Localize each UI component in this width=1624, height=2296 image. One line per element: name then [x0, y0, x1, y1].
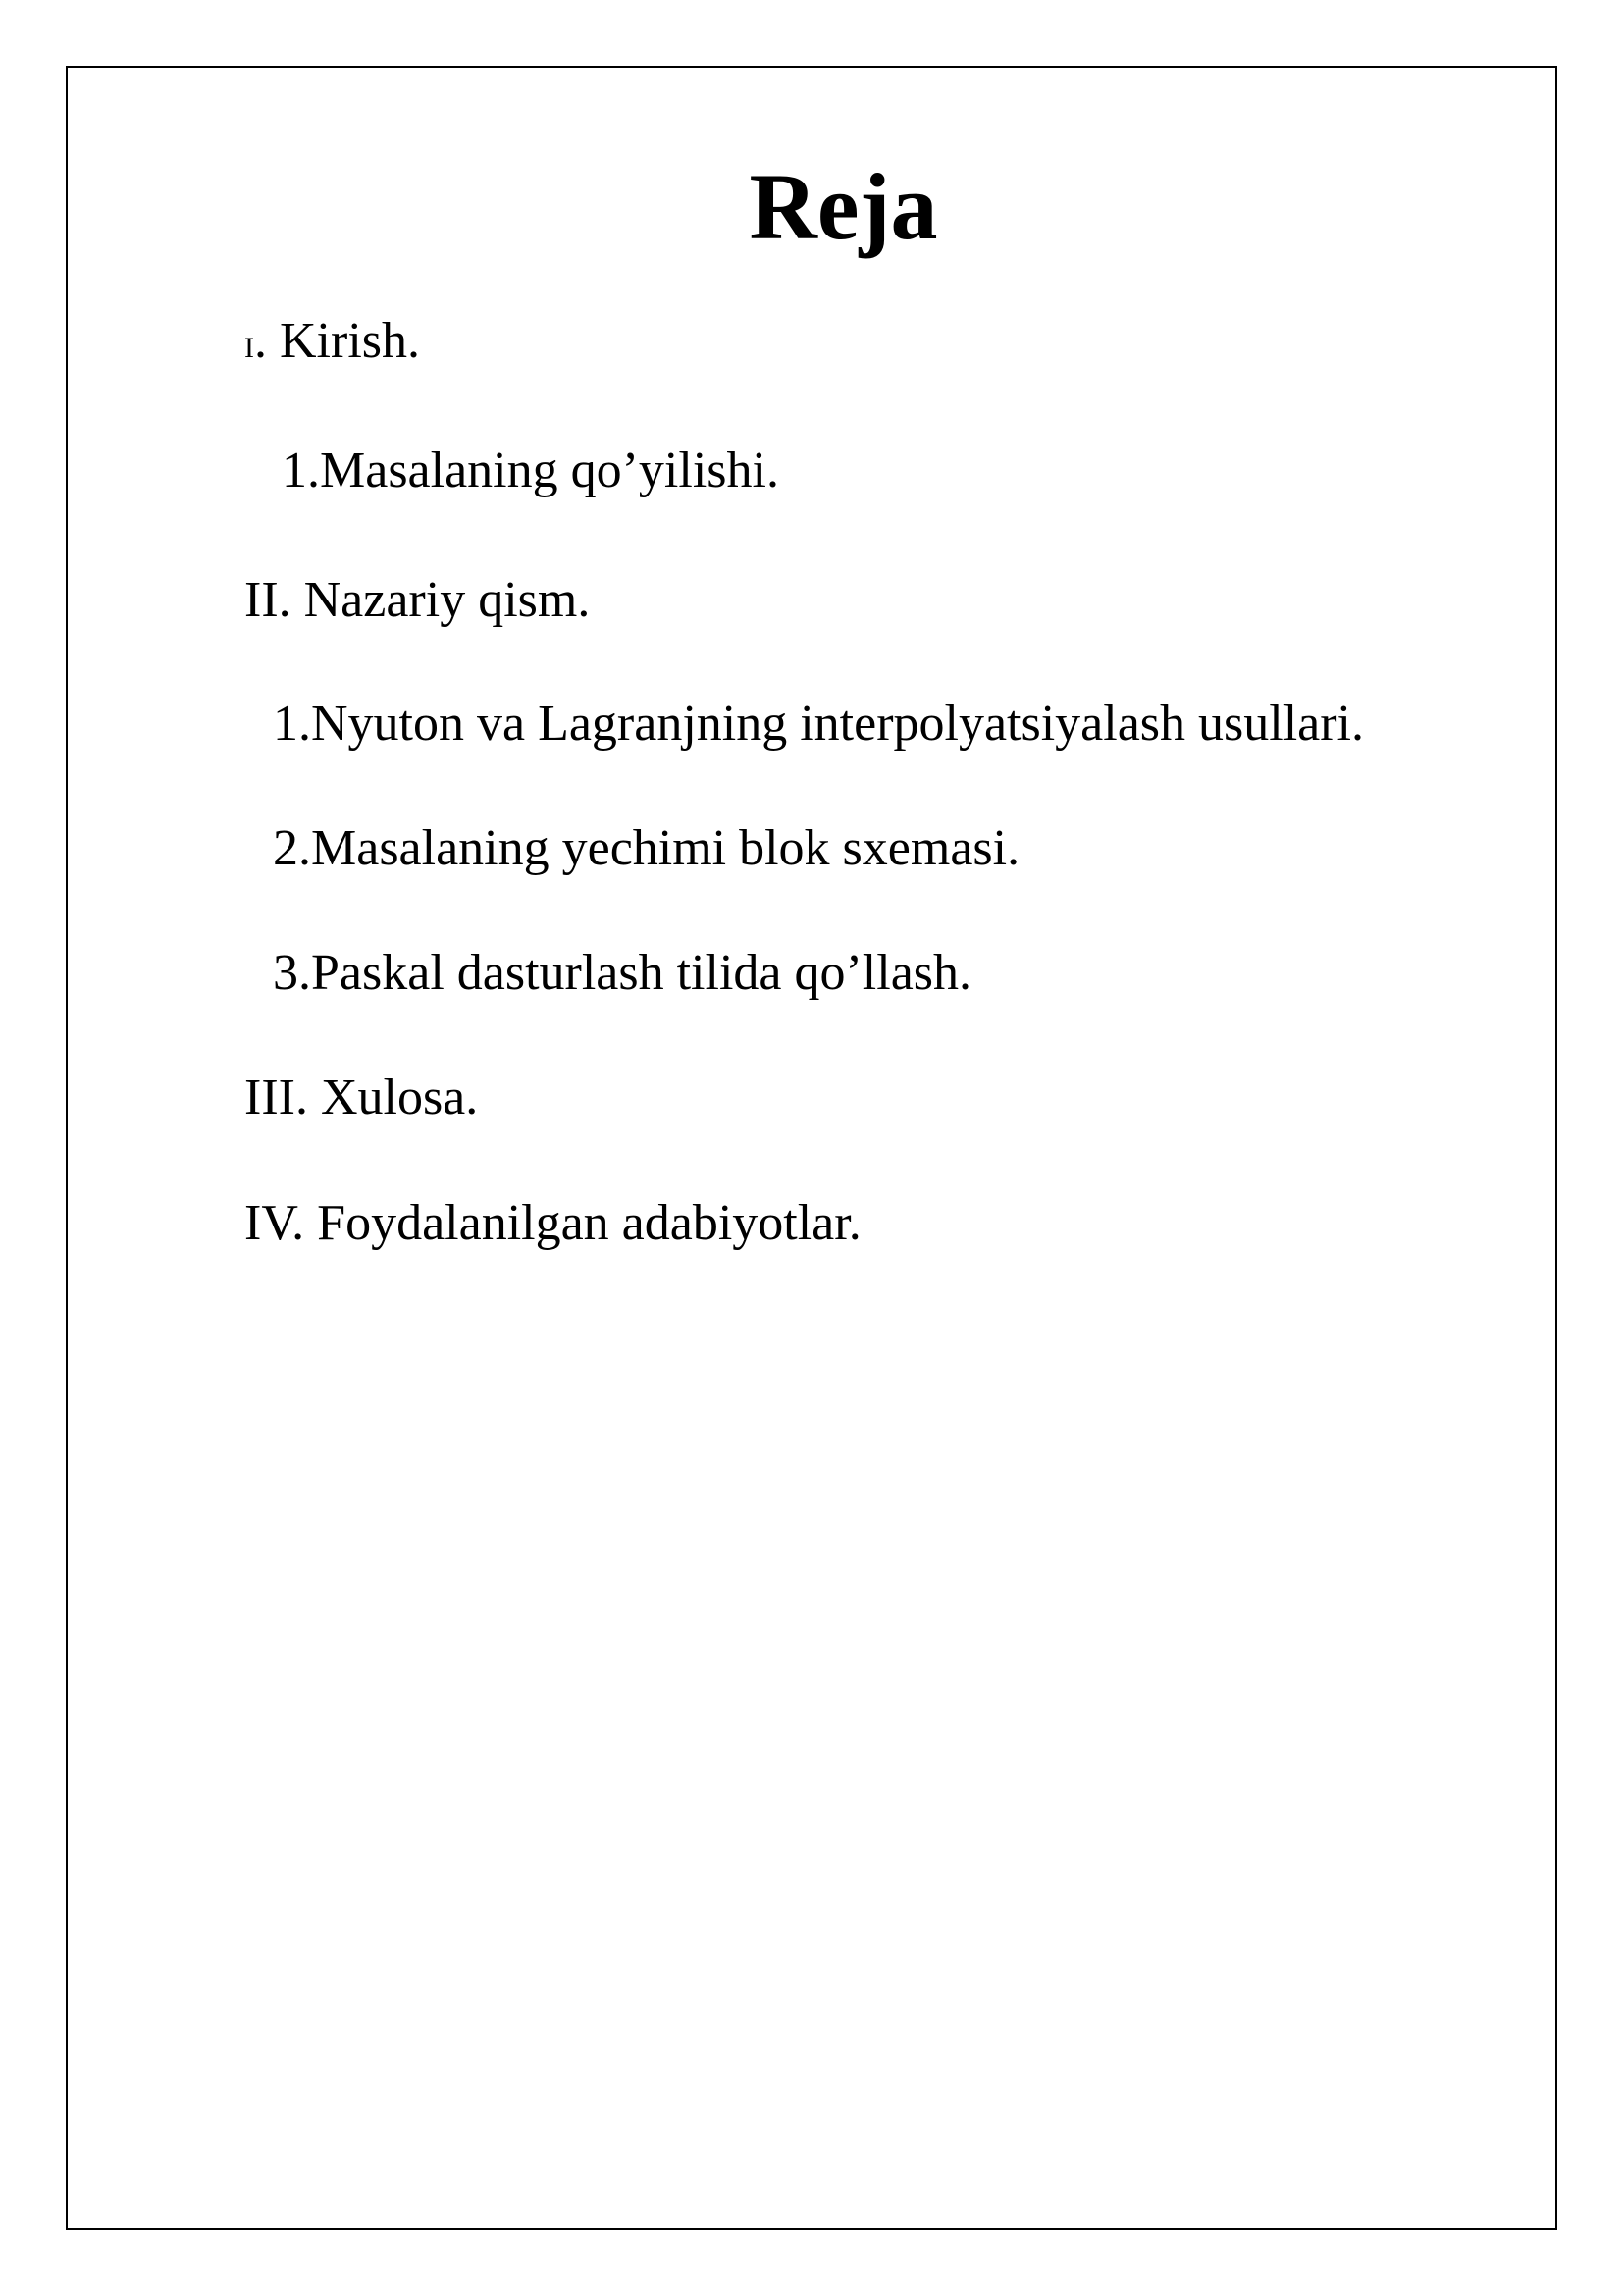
plan-item-numeral: I	[244, 332, 254, 364]
plan-subitem-blok-sxema: 2.Masalaning yechimi blok sxemasi.	[273, 820, 1021, 876]
plan-item-adabiyotlar: IV. Foydalanilgan adabiyotlar.	[244, 1195, 862, 1251]
plan-item-nazariy-qism: II. Nazariy qism.	[244, 572, 591, 628]
plan-item-kirish	[244, 313, 420, 369]
plan-subitem-paskal: 3.Paskal dasturlash tilida qo’llash.	[273, 945, 972, 1001]
plan-subitem-masala-qoyilishi: 1.Masalaning qo’yilishi.	[282, 443, 779, 498]
plan-subitem-interpolyatsiya: 1.Nyuton va Lagranjning interpolyatsiyalash usullari.	[273, 696, 1364, 752]
page-border-frame	[66, 66, 1557, 2230]
document-title: Reja	[749, 154, 938, 259]
plan-item-xulosa: III. Xulosa.	[244, 1070, 479, 1125]
plan-item-label: . Kirish.	[254, 313, 420, 369]
